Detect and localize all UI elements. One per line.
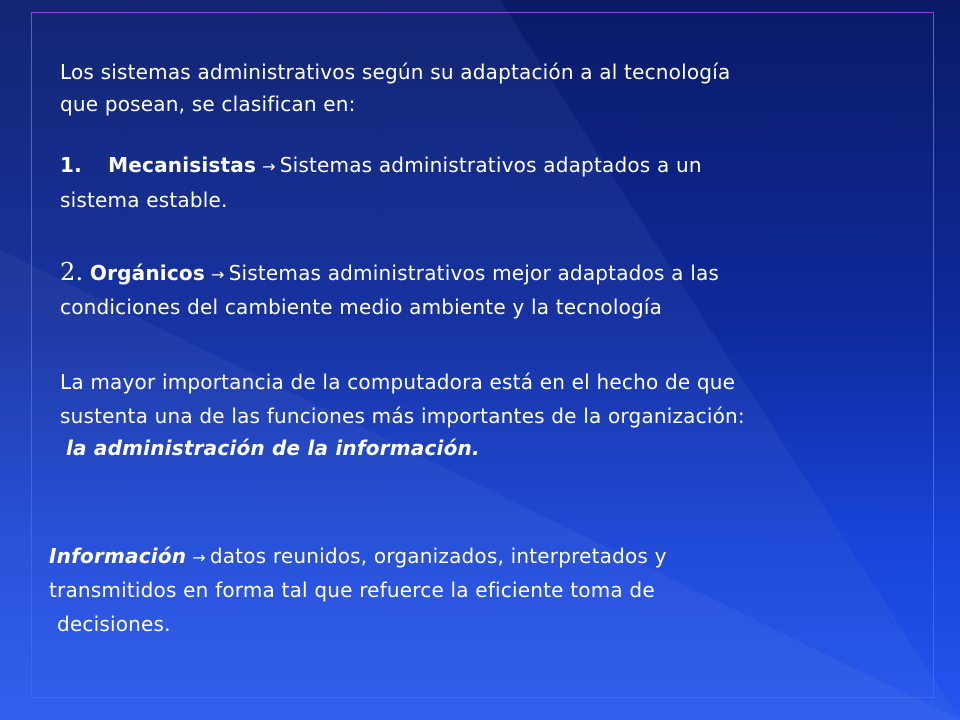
importance-line-1: La mayor importancia de la computadora está en el hecho de que: [60, 370, 736, 394]
item-2-description-cont: condiciones del cambiente medio ambiente y la tecnología: [60, 295, 663, 319]
item-1-term: Mecanisistas: [108, 153, 257, 177]
item-organicos: [60, 257, 719, 290]
item-1-description-cont: sistema estable.: [60, 188, 228, 212]
intro-line-1: Los sistemas administrativos según su adaptación a al tecnología: [60, 60, 731, 84]
item-2-description: Sistemas administrativos mejor adaptados a las: [228, 261, 720, 285]
importance-line-2: sustenta una de las funciones más importantes de la organización:: [60, 404, 745, 428]
intro-line-2: que posean, se clasifican en:: [60, 92, 356, 116]
importance-highlight: la administración de la información.: [66, 436, 480, 460]
item-2-number: 2.: [60, 258, 84, 286]
right-arrow-icon: →: [210, 265, 225, 284]
definition-line-2: transmitidos en forma tal que refuerce la eficiente toma de: [49, 578, 655, 602]
item-1-number: 1.: [60, 153, 82, 177]
item-2-term: Orgánicos: [89, 261, 205, 285]
item-1-description: Sistemas administrativos adaptados a un: [279, 153, 702, 177]
definition-term: Información: [49, 544, 187, 568]
definition-informacion: [49, 541, 667, 573]
definition-line-3: decisiones.: [57, 612, 171, 636]
right-arrow-icon: →: [262, 157, 276, 176]
item-mecanisistas: [60, 150, 702, 182]
definition-description: datos reunidos, organizados, interpretados y: [209, 544, 667, 568]
right-arrow-icon: →: [192, 548, 206, 567]
